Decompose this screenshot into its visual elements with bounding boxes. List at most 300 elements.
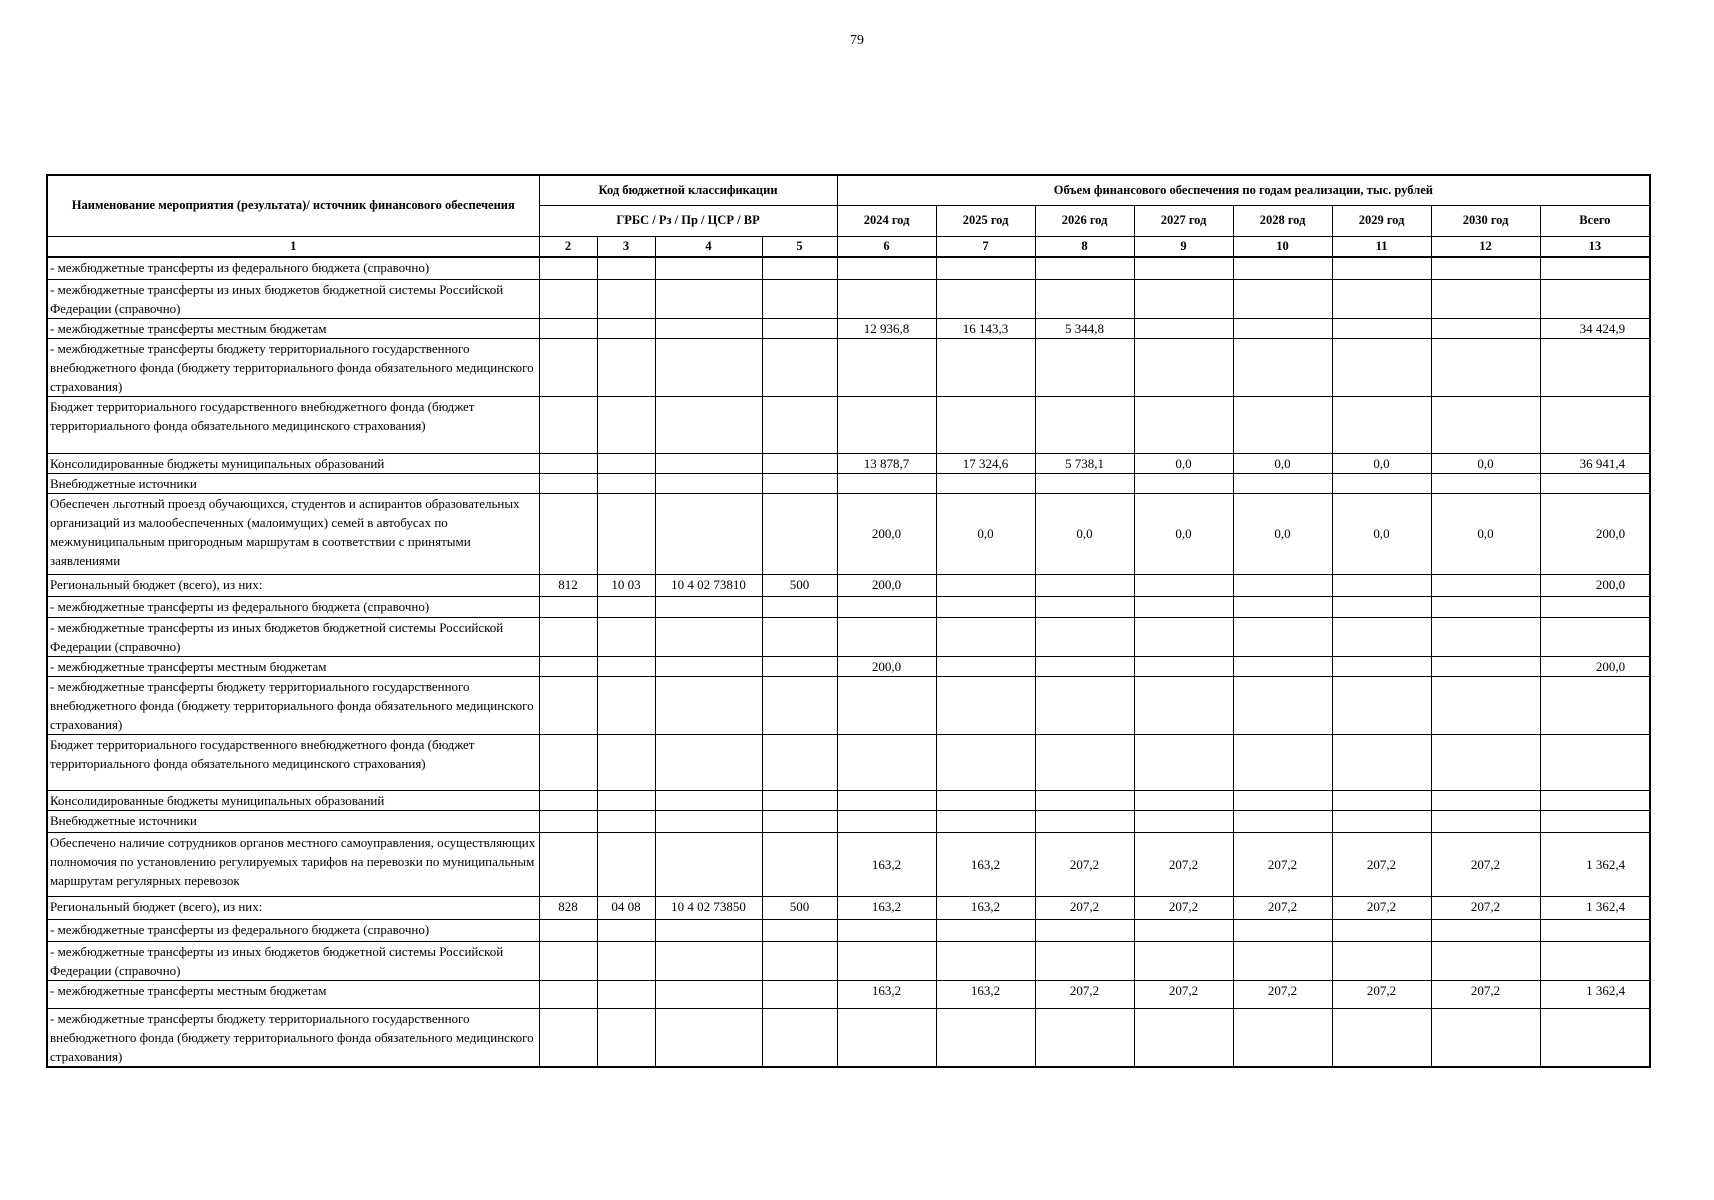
total-value bbox=[1540, 617, 1650, 656]
year-value bbox=[1134, 473, 1233, 493]
vr-code bbox=[762, 919, 837, 941]
row-name: Региональный бюджет (всего), из них: bbox=[47, 896, 539, 919]
rz-code bbox=[597, 810, 655, 832]
year-value bbox=[1431, 1008, 1540, 1067]
year-value: 207,2 bbox=[1431, 980, 1540, 1008]
year-value bbox=[936, 574, 1035, 596]
year-value bbox=[837, 473, 936, 493]
year-value bbox=[1035, 257, 1134, 279]
year-value bbox=[837, 257, 936, 279]
csr-code bbox=[655, 473, 762, 493]
vr-code bbox=[762, 318, 837, 338]
year-value: 16 143,3 bbox=[936, 318, 1035, 338]
year-value bbox=[936, 790, 1035, 810]
year-value bbox=[1233, 574, 1332, 596]
total-value bbox=[1540, 810, 1650, 832]
table-row bbox=[47, 473, 1650, 493]
total-value bbox=[1540, 257, 1650, 279]
csr-code bbox=[655, 656, 762, 676]
year-value bbox=[1332, 257, 1431, 279]
year-value bbox=[936, 1008, 1035, 1067]
header-year-2025: 2025 год bbox=[936, 205, 1035, 236]
year-value: 5 738,1 bbox=[1035, 453, 1134, 473]
budget-table-wrapper bbox=[46, 174, 1649, 1068]
year-value: 163,2 bbox=[936, 896, 1035, 919]
total-value: 200,0 bbox=[1540, 574, 1650, 596]
year-value bbox=[1332, 941, 1431, 980]
year-value bbox=[837, 396, 936, 453]
year-value bbox=[1431, 396, 1540, 453]
grbs-code bbox=[539, 596, 597, 617]
year-value: 17 324,6 bbox=[936, 453, 1035, 473]
year-value bbox=[1431, 338, 1540, 396]
year-value: 0,0 bbox=[1134, 493, 1233, 574]
year-value: 207,2 bbox=[1134, 896, 1233, 919]
vr-code bbox=[762, 832, 837, 896]
vr-code: 500 bbox=[762, 896, 837, 919]
year-value bbox=[1431, 810, 1540, 832]
total-value bbox=[1540, 473, 1650, 493]
year-value: 200,0 bbox=[837, 656, 936, 676]
table-row bbox=[47, 279, 1650, 318]
row-name: Внебюджетные источники bbox=[47, 473, 539, 493]
year-value bbox=[1233, 676, 1332, 734]
year-value bbox=[1332, 919, 1431, 941]
year-value bbox=[837, 790, 936, 810]
year-value bbox=[1035, 656, 1134, 676]
table-row bbox=[47, 574, 1650, 596]
year-value bbox=[1233, 617, 1332, 656]
year-value bbox=[1035, 919, 1134, 941]
page-number: 79 bbox=[850, 33, 864, 48]
total-value bbox=[1540, 790, 1650, 810]
row-name: Консолидированные бюджеты муниципальных образований bbox=[47, 790, 539, 810]
csr-code bbox=[655, 941, 762, 980]
year-value bbox=[936, 656, 1035, 676]
row-name: - межбюджетные трансферты из иных бюджетов бюджетной системы Российской Федерации (справочно) bbox=[47, 279, 539, 318]
header-code-subheader: ГРБС / Рз / Пр / ЦСР / ВР bbox=[539, 205, 837, 236]
year-value: 0,0 bbox=[1332, 453, 1431, 473]
header-year-2030: 2030 год bbox=[1431, 205, 1540, 236]
grbs-code bbox=[539, 676, 597, 734]
year-value bbox=[1332, 279, 1431, 318]
year-value bbox=[1233, 790, 1332, 810]
csr-code bbox=[655, 493, 762, 574]
year-value bbox=[837, 617, 936, 656]
year-value bbox=[1134, 617, 1233, 656]
row-name: - межбюджетные трансферты местным бюджетам bbox=[47, 656, 539, 676]
year-value bbox=[1134, 318, 1233, 338]
vr-code bbox=[762, 790, 837, 810]
year-value bbox=[1431, 596, 1540, 617]
year-value bbox=[936, 810, 1035, 832]
total-value bbox=[1540, 279, 1650, 318]
col-number: 12 bbox=[1431, 236, 1540, 257]
rz-code bbox=[597, 318, 655, 338]
year-value bbox=[1233, 810, 1332, 832]
row-name: - межбюджетные трансферты из иных бюджетов бюджетной системы Российской Федерации (справочно) bbox=[47, 941, 539, 980]
year-value bbox=[936, 338, 1035, 396]
csr-code bbox=[655, 338, 762, 396]
grbs-code bbox=[539, 617, 597, 656]
year-value bbox=[837, 941, 936, 980]
rz-code: 10 03 bbox=[597, 574, 655, 596]
vr-code bbox=[762, 1008, 837, 1067]
col-number: 5 bbox=[762, 236, 837, 257]
grbs-code bbox=[539, 453, 597, 473]
year-value: 207,2 bbox=[1035, 980, 1134, 1008]
year-value: 0,0 bbox=[1233, 493, 1332, 574]
year-value bbox=[1233, 734, 1332, 790]
grbs-code bbox=[539, 919, 597, 941]
row-name: - межбюджетные трансферты местным бюджетам bbox=[47, 318, 539, 338]
grbs-code bbox=[539, 734, 597, 790]
year-value bbox=[1134, 810, 1233, 832]
year-value: 0,0 bbox=[1431, 453, 1540, 473]
year-value: 207,2 bbox=[1035, 896, 1134, 919]
total-value: 200,0 bbox=[1540, 656, 1650, 676]
grbs-code bbox=[539, 980, 597, 1008]
year-value bbox=[837, 1008, 936, 1067]
year-value bbox=[1332, 790, 1431, 810]
row-name: - межбюджетные трансферты из иных бюджетов бюджетной системы Российской Федерации (справочно) bbox=[47, 617, 539, 656]
col-number: 6 bbox=[837, 236, 936, 257]
year-value bbox=[1332, 676, 1431, 734]
year-value bbox=[1233, 318, 1332, 338]
year-value bbox=[1332, 318, 1431, 338]
row-name: - межбюджетные трансферты из федерального бюджета (справочно) bbox=[47, 596, 539, 617]
year-value bbox=[1233, 596, 1332, 617]
year-value bbox=[1233, 279, 1332, 318]
year-value: 13 878,7 bbox=[837, 453, 936, 473]
year-value bbox=[837, 919, 936, 941]
total-value: 200,0 bbox=[1540, 493, 1650, 574]
vr-code: 500 bbox=[762, 574, 837, 596]
year-value bbox=[936, 396, 1035, 453]
total-value: 1 362,4 bbox=[1540, 980, 1650, 1008]
row-name: Консолидированные бюджеты муниципальных образований bbox=[47, 453, 539, 473]
csr-code bbox=[655, 810, 762, 832]
year-value bbox=[1431, 318, 1540, 338]
year-value: 207,2 bbox=[1035, 832, 1134, 896]
year-value bbox=[1035, 1008, 1134, 1067]
row-name: - межбюджетные трансферты местным бюджетам bbox=[47, 980, 539, 1008]
total-value bbox=[1540, 919, 1650, 941]
total-value: 34 424,9 bbox=[1540, 318, 1650, 338]
year-value bbox=[837, 810, 936, 832]
year-value bbox=[1431, 473, 1540, 493]
year-value bbox=[1134, 676, 1233, 734]
table-row bbox=[47, 338, 1650, 396]
vr-code bbox=[762, 941, 837, 980]
vr-code bbox=[762, 617, 837, 656]
year-value: 207,2 bbox=[1233, 832, 1332, 896]
year-value bbox=[1332, 656, 1431, 676]
rz-code: 04 08 bbox=[597, 896, 655, 919]
year-value bbox=[1431, 676, 1540, 734]
rz-code bbox=[597, 656, 655, 676]
csr-code bbox=[655, 980, 762, 1008]
year-value: 163,2 bbox=[936, 832, 1035, 896]
csr-code bbox=[655, 734, 762, 790]
year-value bbox=[1332, 396, 1431, 453]
rz-code bbox=[597, 980, 655, 1008]
grbs-code bbox=[539, 1008, 597, 1067]
total-value bbox=[1540, 676, 1650, 734]
year-value bbox=[1035, 396, 1134, 453]
year-value: 207,2 bbox=[1332, 980, 1431, 1008]
year-value bbox=[1431, 941, 1540, 980]
vr-code bbox=[762, 596, 837, 617]
year-value bbox=[1332, 473, 1431, 493]
year-value: 163,2 bbox=[837, 896, 936, 919]
year-value bbox=[936, 279, 1035, 318]
row-name: - межбюджетные трансферты бюджету территориального государственного внебюджетного фонда (бюджету территориального фонда обязательного медицинского страхования) bbox=[47, 1008, 539, 1067]
csr-code bbox=[655, 453, 762, 473]
csr-code bbox=[655, 396, 762, 453]
year-value bbox=[1035, 676, 1134, 734]
year-value: 200,0 bbox=[837, 574, 936, 596]
table-row bbox=[47, 832, 1650, 896]
year-value bbox=[1332, 617, 1431, 656]
table-row bbox=[47, 453, 1650, 473]
year-value bbox=[936, 676, 1035, 734]
header-year-2024: 2024 год bbox=[837, 205, 936, 236]
vr-code bbox=[762, 279, 837, 318]
grbs-code bbox=[539, 318, 597, 338]
year-value bbox=[936, 919, 1035, 941]
year-value bbox=[1035, 596, 1134, 617]
year-value bbox=[1233, 473, 1332, 493]
rz-code bbox=[597, 734, 655, 790]
year-value bbox=[936, 257, 1035, 279]
col-number: 13 bbox=[1540, 236, 1650, 257]
year-value bbox=[837, 279, 936, 318]
year-value bbox=[1134, 790, 1233, 810]
csr-code bbox=[655, 279, 762, 318]
grbs-code bbox=[539, 656, 597, 676]
table-row bbox=[47, 919, 1650, 941]
row-name: Бюджет территориального государственного внебюджетного фонда (бюджет территориального фонда обязательного медицинского страхования) bbox=[47, 734, 539, 790]
csr-code bbox=[655, 318, 762, 338]
grbs-code: 812 bbox=[539, 574, 597, 596]
header-year-2029: 2029 год bbox=[1332, 205, 1431, 236]
header-year-2027: 2027 год bbox=[1134, 205, 1233, 236]
year-value: 163,2 bbox=[936, 980, 1035, 1008]
total-value: 1 362,4 bbox=[1540, 896, 1650, 919]
row-name: Обеспечен льготный проезд обучающихся, студентов и аспирантов образовательных организаций из малообеспеченных (малоимущих) семей в автобусах по межмуниципальным пригородным маршрутам в соответствии с принятыми заявлениями bbox=[47, 493, 539, 574]
grbs-code bbox=[539, 473, 597, 493]
rz-code bbox=[597, 257, 655, 279]
col-number: 7 bbox=[936, 236, 1035, 257]
rz-code bbox=[597, 396, 655, 453]
year-value: 0,0 bbox=[1431, 493, 1540, 574]
grbs-code bbox=[539, 810, 597, 832]
rz-code bbox=[597, 279, 655, 318]
header-code-group: Код бюджетной классификации bbox=[539, 175, 837, 205]
year-value bbox=[1035, 279, 1134, 318]
year-value bbox=[1035, 790, 1134, 810]
table-row bbox=[47, 596, 1650, 617]
year-value bbox=[936, 596, 1035, 617]
header-year-2026: 2026 год bbox=[1035, 205, 1134, 236]
year-value bbox=[1332, 810, 1431, 832]
vr-code bbox=[762, 810, 837, 832]
csr-code bbox=[655, 790, 762, 810]
vr-code bbox=[762, 453, 837, 473]
year-value: 207,2 bbox=[1233, 896, 1332, 919]
rz-code bbox=[597, 676, 655, 734]
year-value bbox=[1332, 1008, 1431, 1067]
year-value bbox=[1134, 257, 1233, 279]
year-value bbox=[1134, 279, 1233, 318]
table-row bbox=[47, 790, 1650, 810]
year-value: 163,2 bbox=[837, 832, 936, 896]
table-row bbox=[47, 1008, 1650, 1067]
col-number: 1 bbox=[47, 236, 539, 257]
grbs-code bbox=[539, 493, 597, 574]
year-value bbox=[1233, 656, 1332, 676]
vr-code bbox=[762, 676, 837, 734]
rz-code bbox=[597, 493, 655, 574]
year-value bbox=[1233, 396, 1332, 453]
row-name: Внебюджетные источники bbox=[47, 810, 539, 832]
year-value: 207,2 bbox=[1332, 896, 1431, 919]
year-value bbox=[1431, 734, 1540, 790]
year-value bbox=[936, 473, 1035, 493]
year-value: 207,2 bbox=[1134, 832, 1233, 896]
year-value bbox=[1332, 734, 1431, 790]
vr-code bbox=[762, 493, 837, 574]
rz-code bbox=[597, 596, 655, 617]
total-value bbox=[1540, 734, 1650, 790]
rz-code bbox=[597, 832, 655, 896]
year-value bbox=[1332, 596, 1431, 617]
table-row bbox=[47, 493, 1650, 574]
year-value bbox=[1134, 656, 1233, 676]
grbs-code bbox=[539, 941, 597, 980]
year-value: 12 936,8 bbox=[837, 318, 936, 338]
col-number: 8 bbox=[1035, 236, 1134, 257]
rz-code bbox=[597, 617, 655, 656]
rz-code bbox=[597, 473, 655, 493]
year-value bbox=[1134, 941, 1233, 980]
csr-code bbox=[655, 832, 762, 896]
year-value: 0,0 bbox=[936, 493, 1035, 574]
year-value bbox=[1332, 338, 1431, 396]
year-value bbox=[936, 734, 1035, 790]
total-value bbox=[1540, 941, 1650, 980]
year-value bbox=[1035, 941, 1134, 980]
header-total: Всего bbox=[1540, 205, 1650, 236]
year-value bbox=[1233, 1008, 1332, 1067]
rz-code bbox=[597, 919, 655, 941]
col-number: 4 bbox=[655, 236, 762, 257]
year-value bbox=[1035, 810, 1134, 832]
csr-code: 10 4 02 73850 bbox=[655, 896, 762, 919]
year-value bbox=[1134, 596, 1233, 617]
year-value bbox=[1431, 574, 1540, 596]
csr-code: 10 4 02 73810 bbox=[655, 574, 762, 596]
col-number: 3 bbox=[597, 236, 655, 257]
total-value bbox=[1540, 596, 1650, 617]
year-value: 207,2 bbox=[1233, 980, 1332, 1008]
year-value bbox=[1332, 574, 1431, 596]
table-row bbox=[47, 896, 1650, 919]
table-row bbox=[47, 617, 1650, 656]
year-value bbox=[1233, 257, 1332, 279]
csr-code bbox=[655, 596, 762, 617]
year-value bbox=[1233, 338, 1332, 396]
year-value bbox=[1134, 1008, 1233, 1067]
grbs-code bbox=[539, 832, 597, 896]
row-name: Региональный бюджет (всего), из них: bbox=[47, 574, 539, 596]
row-name: - межбюджетные трансферты из федерального бюджета (справочно) bbox=[47, 257, 539, 279]
year-value: 0,0 bbox=[1035, 493, 1134, 574]
year-value bbox=[1035, 338, 1134, 396]
year-value: 207,2 bbox=[1431, 832, 1540, 896]
vr-code bbox=[762, 734, 837, 790]
year-value: 207,2 bbox=[1332, 832, 1431, 896]
table-row bbox=[47, 810, 1650, 832]
year-value: 0,0 bbox=[1233, 453, 1332, 473]
year-value bbox=[1431, 919, 1540, 941]
year-value bbox=[1134, 919, 1233, 941]
year-value: 5 344,8 bbox=[1035, 318, 1134, 338]
header-year-2028: 2028 год bbox=[1233, 205, 1332, 236]
year-value bbox=[1431, 257, 1540, 279]
rz-code bbox=[597, 1008, 655, 1067]
col-number: 10 bbox=[1233, 236, 1332, 257]
grbs-code: 828 bbox=[539, 896, 597, 919]
year-value: 0,0 bbox=[1134, 453, 1233, 473]
vr-code bbox=[762, 980, 837, 1008]
csr-code bbox=[655, 1008, 762, 1067]
row-name: - межбюджетные трансферты бюджету территориального государственного внебюджетного фонда (бюджету территориального фонда обязательного медицинского страхования) bbox=[47, 676, 539, 734]
year-value bbox=[936, 617, 1035, 656]
rz-code bbox=[597, 941, 655, 980]
year-value bbox=[936, 941, 1035, 980]
total-value: 36 941,4 bbox=[1540, 453, 1650, 473]
csr-code bbox=[655, 257, 762, 279]
header-volume-group: Объем финансового обеспечения по годам реализации, тыс. рублей bbox=[837, 175, 1650, 205]
total-value bbox=[1540, 396, 1650, 453]
year-value bbox=[837, 596, 936, 617]
table-row bbox=[47, 396, 1650, 453]
year-value bbox=[1134, 396, 1233, 453]
grbs-code bbox=[539, 257, 597, 279]
grbs-code bbox=[539, 338, 597, 396]
year-value: 200,0 bbox=[837, 493, 936, 574]
year-value bbox=[1233, 919, 1332, 941]
grbs-code bbox=[539, 279, 597, 318]
table-row bbox=[47, 980, 1650, 1008]
row-name: - межбюджетные трансферты из федерального бюджета (справочно) bbox=[47, 919, 539, 941]
year-value: 163,2 bbox=[837, 980, 936, 1008]
row-name: Обеспечено наличие сотрудников органов местного самоуправления, осуществляющих полномочия по установлению регулируемых тарифов на перевозки по муниципальным маршрутам регулярных перевозок bbox=[47, 832, 539, 896]
total-value: 1 362,4 bbox=[1540, 832, 1650, 896]
year-value bbox=[837, 338, 936, 396]
year-value bbox=[1431, 617, 1540, 656]
vr-code bbox=[762, 396, 837, 453]
grbs-code bbox=[539, 396, 597, 453]
year-value bbox=[837, 676, 936, 734]
year-value bbox=[1134, 338, 1233, 396]
vr-code bbox=[762, 257, 837, 279]
year-value bbox=[1035, 617, 1134, 656]
year-value: 0,0 bbox=[1332, 493, 1431, 574]
total-value bbox=[1540, 338, 1650, 396]
